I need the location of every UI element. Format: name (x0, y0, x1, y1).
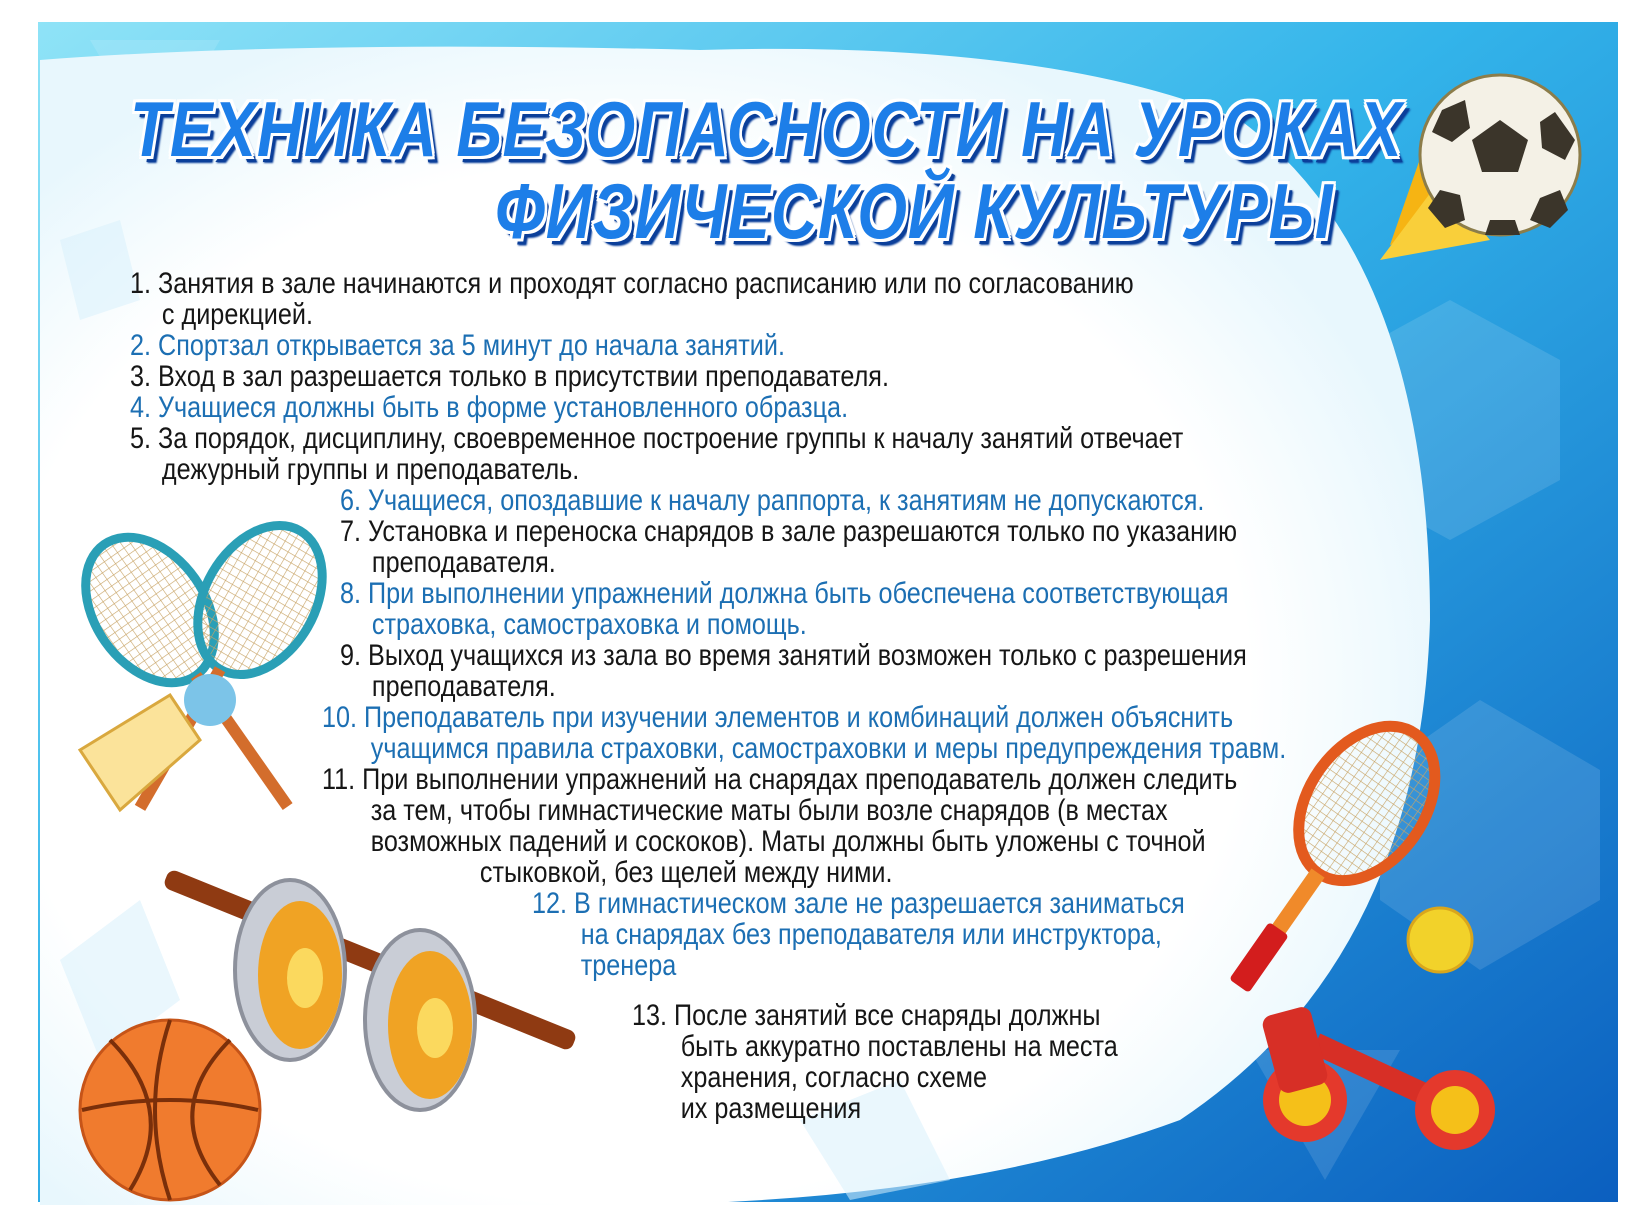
badminton-icon (60, 520, 350, 860)
rule-11-line-1: 11. При выполнении упражнений на снарядах преподаватель должен следить (322, 763, 1238, 796)
barbell-icon (140, 860, 600, 1120)
small-dumbbell-icon (1250, 990, 1510, 1170)
rule-3: 3. Вход в зал разрешается только в присутствии преподавателя. (130, 360, 889, 393)
rule-8-line-2: страховка, самостраховка и помощь. (371, 608, 807, 641)
soccer-ball-icon (1370, 70, 1590, 270)
rule-5 (130, 423, 1183, 485)
rule-13-line-2: быть аккуратно поставлены на места (680, 1030, 1118, 1063)
poster-title-line-2: ФИЗИЧЕСКОЙ КУЛЬТУРЫ (495, 167, 1334, 255)
tennis-ball (1408, 908, 1472, 972)
rule-13-line-4: их размещения (680, 1092, 862, 1125)
rule-13-line-3: хранения, согласно схеме (680, 1061, 987, 1094)
rule-7-line-1: 7. Установка и переноска снарядов в зале разрешаются только по указанию (340, 515, 1238, 548)
rule-1-line-1: 1. Занятия в зале начинаются и проходят согласно расписанию или по согласованию (130, 267, 1134, 300)
rule-10-line-1: 10. Преподаватель при изучении элементов и комбинаций должен объяснить (322, 701, 1234, 734)
rule-1-line-2: с дирекцией. (161, 298, 313, 331)
rule-5-line-1: 5. За порядок, дисциплину, своевременное построение группы к началу занятий отвечает (130, 422, 1184, 455)
rule-5-line-2: дежурный группы и преподаватель. (161, 453, 580, 486)
rule-7-line-2: преподавателя. (371, 546, 556, 579)
rule-9 (340, 640, 1247, 702)
rule-12-line-2: на снарядах без преподавателя или инструктора, (580, 918, 1162, 951)
poster-title-line-1: ТЕХНИКА БЕЗОПАСНОСТИ НА УРОКАХ (130, 85, 1403, 173)
rule-9-line-2: преподавателя. (371, 670, 556, 703)
rule-7 (340, 516, 1237, 578)
rule-10-line-2: учащимся правила страховки, самостраховки и меры предупреждения травм. (370, 732, 1287, 765)
rule-8 (340, 578, 1229, 640)
rule-12 (532, 888, 1185, 981)
rule-11-line-2: за тем, чтобы гимнастические маты были возле снарядов (в местах (370, 794, 1168, 827)
rule-2: 2. Спортзал открывается за 5 минут до начала занятий. (130, 329, 785, 362)
rule-6: 6. Учащиеся, опоздавшие к началу раппорта, к занятиям не допускаются. (340, 484, 1205, 517)
rule-13 (632, 1000, 1118, 1124)
rule-4: 4. Учащиеся должны быть в форме установленного образца. (130, 391, 849, 424)
shuttlecock (80, 674, 236, 810)
rule-8-line-1: 8. При выполнении упражнений должна быть обеспечена соответствующая (340, 577, 1229, 610)
rule-13-line-1: 13. После занятий все снаряды должны (632, 999, 1101, 1032)
rule-11-line-3: возможных падений и соскоков). Маты должны быть уложены с точной (370, 825, 1206, 858)
rule-10 (322, 702, 1286, 764)
rule-11-line-4: стыковкой, без щелей между ними. (479, 856, 893, 889)
rule-1 (130, 268, 1134, 330)
rule-11 (322, 764, 1237, 888)
rule-12-line-1: 12. В гимнастическом зале не разрешается заниматься (532, 887, 1185, 920)
rule-12-line-3: тренера (580, 949, 677, 982)
rule-9-line-1: 9. Выход учащихся из зала во время занятий возможен только с разрешения (340, 639, 1247, 672)
